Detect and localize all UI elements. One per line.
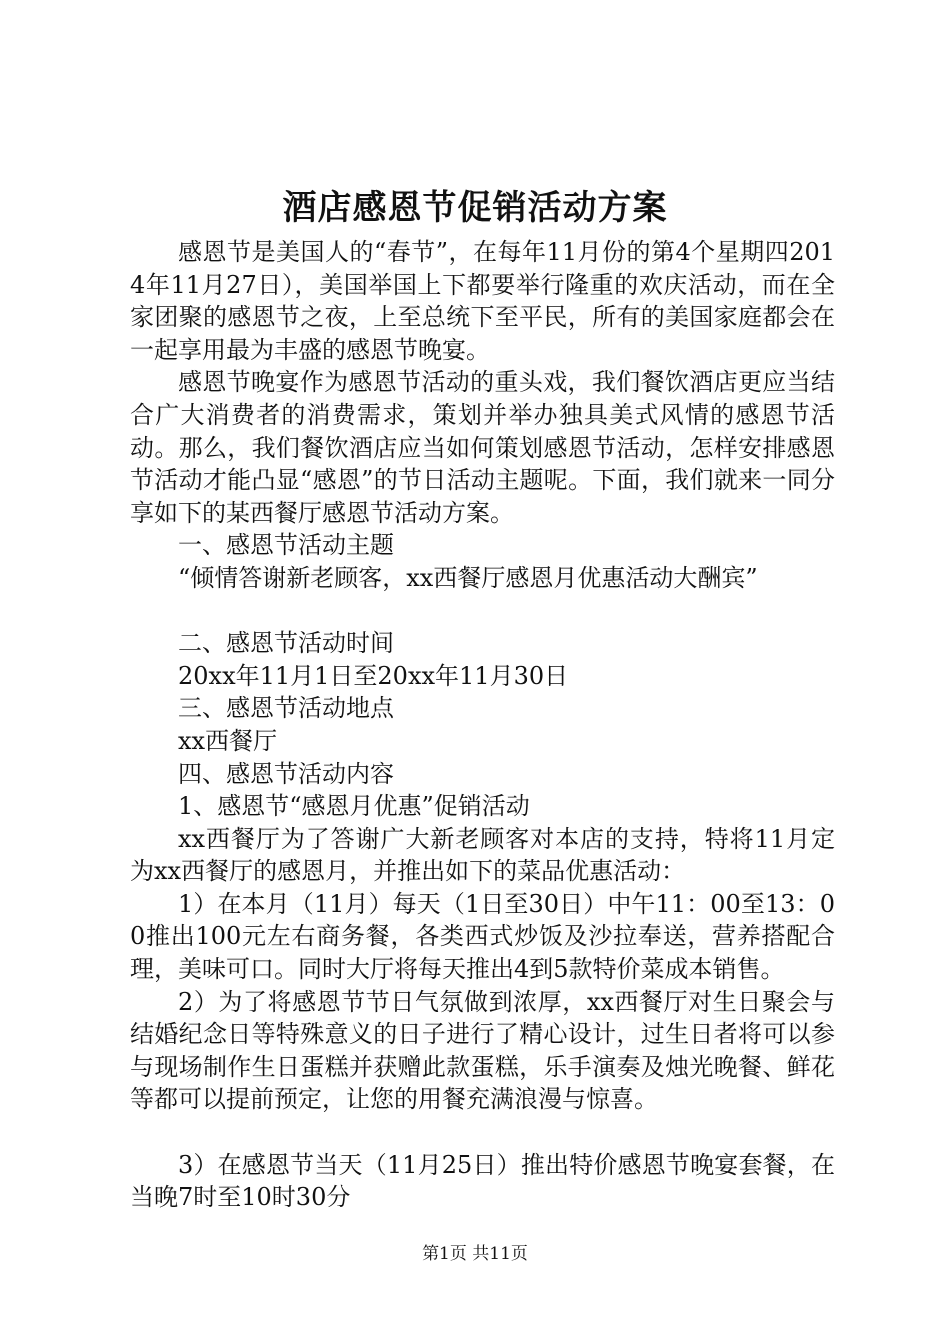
page-footer: 第1页 共11页	[422, 1244, 528, 1264]
paragraph-time: 20xx年11月1日至20xx年11月30日	[178, 661, 569, 690]
blank-line	[130, 1116, 835, 1149]
paragraph-location: xx西餐厅	[178, 726, 278, 755]
blank-line	[130, 595, 835, 628]
list-item-1: 1）在本月（11月）每天（1日至30日）中午11：00至13：00推出100元左右商务餐，各类西式炒饭及沙拉奉送，营养搭配合理，美味可口。同时大厅将每天推出4到5款特价菜成本销售。	[130, 889, 835, 984]
paragraph-intro: 感恩节是美国人的“春节”，在每年11月份的第4个星期四2014年11月27日），美国举国上下都要举行隆重的欢庆活动，而在全家团聚的感恩节之夜，上至总统下至平民，所有的美国家庭都会在一起享用最为丰盛的感恩节晚宴。	[130, 238, 835, 364]
list-item-3: 3）在感恩节当天（11月25日）推出特价感恩节晚宴套餐，在当晚7时至10时30分	[130, 1150, 835, 1212]
section-heading-theme: 一、感恩节活动主题	[178, 531, 394, 560]
paragraph-context: 感恩节晚宴作为感恩节活动的重头戏，我们餐饮酒店更应当结合广大消费者的消费需求，策划并举办独具美式风情的感恩节活动。那么，我们餐饮酒店应当如何策划感恩节活动，怎样安排感恩节活动才能凸显“感恩”的节日活动主题呢。下面，我们就来一同分享如下的某西餐厅感恩节活动方案。	[130, 368, 835, 527]
section-heading-location: 三、感恩节活动地点	[178, 694, 394, 723]
section-heading-time: 二、感恩节活动时间	[178, 629, 394, 658]
paragraph-theme-slogan: “倾情答谢新老顾客，xx西餐厅感恩月优惠活动大酬宾”	[178, 563, 758, 592]
list-item-2: 2）为了将感恩节节日气氛做到浓厚，xx西餐厅对生日聚会与结婚纪念日等特殊意义的日子进行了精心设计，过生日者将可以参与现场制作生日蛋糕并获赠此款蛋糕，乐手演奏及烛光晚餐、鲜花等都可以提前预定，让您的用餐充满浪漫与惊喜。	[130, 987, 835, 1114]
section-heading-content: 四、感恩节活动内容	[178, 759, 394, 788]
document-body	[130, 236, 835, 1214]
paragraph-promotion-intro: xx西餐厅为了答谢广大新老顾客对本店的支持，特将11月定为xx西餐厅的感恩月，并推出如下的菜品优惠活动：	[130, 824, 835, 886]
subheading-promotion: 1、感恩节“感恩月优惠”促销活动	[178, 792, 530, 821]
document-title: 酒店感恩节促销活动方案	[282, 188, 668, 228]
